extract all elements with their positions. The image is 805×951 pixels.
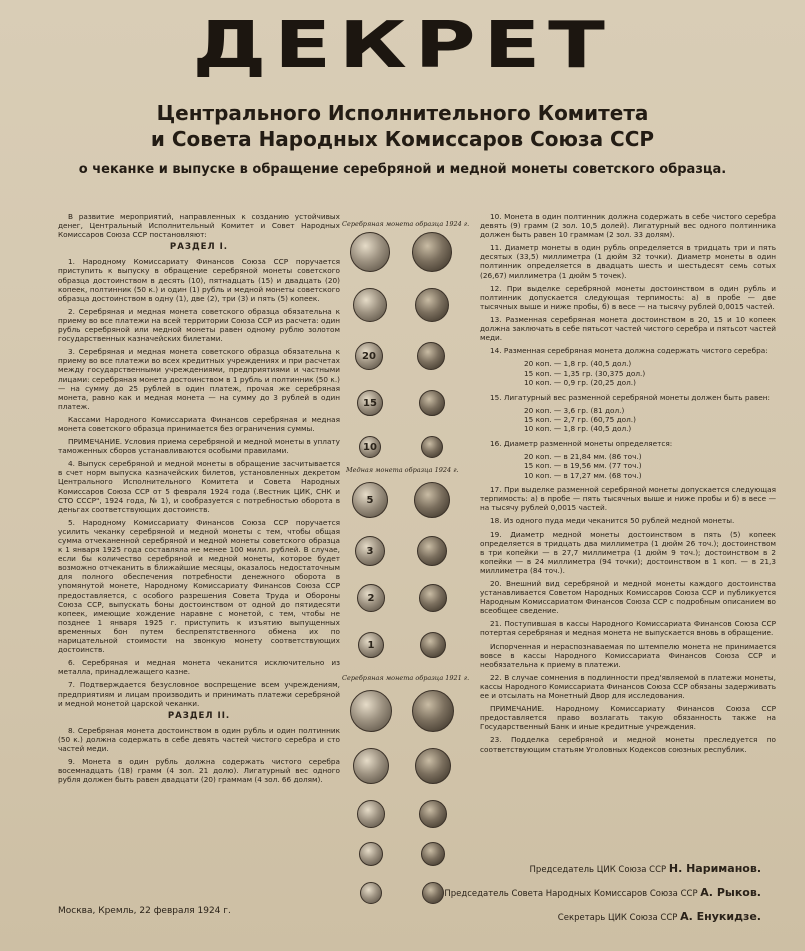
article-paragraph: 14. Разменная серебряная монета должна содержать чистого серебра:: [490, 346, 768, 356]
coin-1921-10-obverse-icon: [360, 882, 382, 904]
article-paragraph: 20. Внешний вид серебряной и медной монеты каждого достоинства устанавливается Советом Народных Комиссаров Союза ССР и публикуется Народным Комиссариатом Финансов Союза ССР с подробным описанием во всеобщее сведение.: [480, 579, 776, 616]
coin-1921-20-reverse-icon: [419, 800, 447, 828]
coin-10-reverse-icon: [421, 436, 443, 458]
signature-name: А. Енукидзе.: [680, 910, 761, 923]
coin-poltinnik-obverse-icon: [353, 288, 387, 322]
article-paragraph: 19. Диаметр медной монеты достоинством в пять (5) копеек определяется в тридцать два миллиметра (1 дюйм 26 точ.); достоинством в три копейки — в 27,7 миллиметра (1 дюйм 9 точ.); достоинством в 2 копейки — в 24 миллиметра (94 точки); достоинством в 1 коп. — в 21,3 миллиметра (84 точ.).: [480, 529, 776, 575]
coin-2k-reverse-icon: [419, 584, 447, 612]
article-paragraph: 10. Монета в один полтинник должна содержать в себе чистого серебра девять (9) грамм (2 зол. 10,5 долей). Лигатурный вес одного полтинника должен быть равен 10 граммам (2 зол. 33 долям).: [480, 212, 776, 240]
article-paragraph: 9. Монета в один рубль должна содержать чистого серебра восемнадцать (18) грамм (4 зол. 21 долю). Лигатурный вес одного рубля должен быть равен двадцати (20) граммам (4 зол. 66 долям).: [58, 757, 340, 785]
coin-1k-reverse-icon: [420, 632, 446, 658]
signature-secretary-cik: [558, 910, 761, 923]
signature-role: Секретарь ЦИК Союза ССР: [557, 913, 678, 923]
coin-15-reverse-icon: [419, 390, 445, 416]
coin-1921-ruble-reverse-icon: [412, 690, 454, 732]
article-paragraph: 16. Диаметр разменной монеты определяется:: [490, 438, 673, 448]
table-row: 15 коп. — 2,7 гр. (60,75 дол.): [524, 415, 636, 425]
decree-topic: о чеканке и выпуске в обращение серебряной и медной монеты советского образца.: [78, 162, 727, 177]
article-paragraph: 6. Серебряная и медная монета чеканится исключительно из металла, принадлежащего казне.: [58, 658, 340, 677]
table-row: 10 коп. — 0,9 гр. (20,25 дол.): [524, 378, 636, 388]
signature-role: Председатель ЦИК Союза ССР: [529, 865, 667, 875]
table-row: 15 коп. — 1,35 гр. (30,375 дол.): [524, 368, 646, 378]
poster-title: ДЕКРЕТ: [192, 9, 613, 83]
coin-1921-poltinnik-obverse-icon: [353, 748, 389, 784]
section-heading: РАЗДЕЛ I.: [169, 242, 229, 253]
table-row: 15 коп. — в 19,56 мм. (77 точ.): [524, 461, 642, 471]
article-paragraph: 23. Подделка серебряной и медной монеты преследуется по соответствующим статьям Уголовных Кодексов союзных республик.: [480, 735, 776, 754]
issuer-line-1: Центрального Исполнительного Комитета: [156, 101, 649, 125]
signature-name: Н. Нариманов.: [668, 862, 761, 875]
coin-label-silver-1921: Серебряная монета образца 1921 г.: [342, 674, 470, 682]
right-column: [480, 212, 776, 758]
article-paragraph: 15. Лигатурный вес разменной серебряной монеты должен быть равен:: [490, 392, 771, 402]
coin-1k-obverse-icon: 1: [358, 632, 384, 658]
coin-3k-obverse-icon: 3: [355, 536, 385, 566]
article-paragraph: 12. При выделке серебряной монеты достоинством в один рубль и полтинник допускается следующая терпимость: а) в пробе — две тысячных выше и ниже пробы, б) в весе — на тысячу рублей 0,0015 частей.: [480, 283, 776, 311]
signature-chairman-cik: [530, 862, 761, 875]
table-row: 20 коп. — 3,6 гр. (81 дол.): [524, 405, 625, 415]
section-heading: РАЗДЕЛ II.: [167, 710, 231, 721]
article-paragraph: 18. Из одного пуда меди чеканится 50 рублей медной монеты.: [490, 516, 735, 526]
table-row: 20 коп. — 1,8 гр. (40,5 дол.): [524, 359, 632, 369]
article-paragraph: 4. Выпуск серебряной и медной монеты в обращение засчитывается в счет норм выпуска казначейских билетов, установленных декретом Центрального Исполнительного Комитета и Совета Народных Комиссаров Союза ССР от 5 февраля 1924 года (.Вестник ЦИК, СНК и СТО СССР", 1924 года, № 1), и сообразуется с потребностью оборота в деньгах соответствующих достоинств.: [58, 459, 340, 514]
article-paragraph: Кассами Народного Комиссариата Финансов серебряная и медная монета советского образца принимается без ограничения суммы.: [58, 414, 340, 433]
coin-20-reverse-icon: [417, 342, 445, 370]
coin-ruble-reverse-icon: [412, 232, 452, 272]
coin-10-obverse-icon: 10: [359, 436, 381, 458]
signature-chairman-snk: [444, 886, 761, 899]
article-paragraph: 7. Подтверждается безусловное воспрещение всем учреждениям, предприятиям и лицам производить и принимать платежи серебряной и медной монетой царской чеканки.: [58, 680, 340, 708]
coin-3k-reverse-icon: [417, 536, 447, 566]
coin-1921-10-reverse-icon: [422, 882, 444, 904]
note-paragraph: ПРИМЕЧАНИЕ. Народному Комиссариату Финансов Союза ССР предоставляется право возлагать такую обязанность также на Государственный Банк и иные кредитные учреждения.: [480, 704, 776, 732]
table-row: 10 коп. — 1,8 гр. (40,5 дол.): [524, 424, 632, 434]
article-paragraph: 11. Диаметр монеты в один рубль определяется в тридцать три и пять десятых (33,5) миллиметра (1 дюйм 32 точки). Диаметр монеты в один полтинник определяется в двадцать шесть и шестьдесят семь сотых (26,67) миллиметра (1 дюйм 5 точек).: [480, 243, 776, 280]
article-paragraph: 1. Народному Комиссариату Финансов Союза ССР поручается приступить к выпуску в обращение серебряной монеты советского образца достоинством в десять (10), пятнадцать (15) и двадцать (20) копеек, полтинник (50 к.) и один (1) рубль и медной монеты советского образца достоинством в одну (1), две (2), три (3) и пять (5) копеек.: [58, 257, 340, 303]
coin-1921-20-obverse-icon: [357, 800, 385, 828]
article-paragraph: 17. При выделке разменной серебряной монеты допускается следующая терпимость: а) в пробе — пять тысячных выше и ниже пробы и б) в весе — на тысячу рублей 0,0015 частей.: [480, 485, 776, 513]
issuer-line-2: и Совета Народных Комиссаров Союза ССР: [150, 127, 655, 151]
article-paragraph: 5. Народному Комиссариату Финансов Союза ССР поручается усилить чеканку серебряной и медной монеты с тем, чтобы общая сумма отчеканенной серебряной и медной монеты советского образца к 1 января 1925 года составляла не менее 100 милл. рублей. В случае, если бы количество серебряной и медной монеты, которое будет возможно отчеканить в ближайшие месяцы, оказалось недостаточным для полного обеспечения потребности денежного оборота в упомянутой монете, Народному Комиссариату Финансов Союза ССР предоставляется, с особого разрешения Совета Труда и Обороны Союза ССР, выпускать боны достоинством от одной до пятидесяти копеек, имеющие хождение наравне с монетой, с тем, чтобы не позднее 1 января 1925 г. приступить к изъятию выпущенных временных бон путем беспрепятственного обмена их по нарицательной стоимости на звонкую монету соответствующих достоинств.: [58, 517, 340, 655]
left-column: [58, 212, 340, 788]
coin-1921-15-reverse-icon: [421, 842, 445, 866]
table-row: 10 коп. — в 17,27 мм. (68 точ.): [524, 470, 642, 480]
ligature-weight-table: [524, 406, 776, 434]
coin-1921-15-obverse-icon: [359, 842, 383, 866]
article-paragraph: 2. Серебряная и медная монета советского образца обязательна к приему во все платежи на всей территории Союза ССР из расчета: один рубль серебряной или медной монеты равен одному рублю золотом государственных казначейских билетами.: [58, 306, 340, 344]
article-paragraph: 13. Разменная серебряная монета достоинством в 20, 15 и 10 копеек должна заключать в себе пятьсот частей чистого серебра и пятьсот частей меди.: [480, 314, 776, 343]
intro-paragraph: В развитие мероприятий, направленных к созданию устойчивых денег, Центральный Исполнительный Комитет и Совет Народных Комиссаров Союза ССР постановляют:: [58, 212, 340, 240]
article-paragraph: Испорченная и нераспознаваемая по штемпелю монета не принимается вовсе в кассы Народного Комиссариата Финансов Союза ССР и необязательна к приему в платежи.: [480, 641, 776, 669]
coin-15-obverse-icon: 15: [357, 390, 383, 416]
article-paragraph: 22. В случае сомнения в подлинности пред'являемой в платежи монеты, кассы Народного Комиссариата Финансов Союза ССР обязаны задерживать ее и отсылать на Монетный Двор для исследования.: [480, 672, 776, 701]
coin-label-copper-1924: Медная монета образца 1924 г.: [346, 466, 459, 474]
dateline: Москва, Кремль, 22 февраля 1924 г.: [58, 906, 231, 916]
article-paragraph: 21. Поступившая в кассы Народного Комиссариата Финансов Союза ССР потертая серебряная и медная монета не выпускается вновь в обращение.: [480, 619, 776, 638]
coin-ruble-obverse-icon: [350, 232, 390, 272]
coin-5k-reverse-icon: [414, 482, 450, 518]
coin-20-obverse-icon: 20: [355, 342, 383, 370]
signature-name: А. Рыков.: [700, 886, 761, 899]
silver-content-table: [524, 359, 776, 387]
coin-5k-obverse-icon: 5: [352, 482, 388, 518]
signature-role: Председатель Совета Народных Комиссаров Союза ССР: [444, 889, 698, 899]
coin-1921-poltinnik-reverse-icon: [415, 748, 451, 784]
coin-poltinnik-reverse-icon: [415, 288, 449, 322]
coin-label-silver-1924: Серебряная монета образца 1924 г.: [342, 220, 470, 228]
article-paragraph: 3. Серебряная и медная монета советского образца обязательна к приему во все платежи во всех кредитных учреждениях и при расчетах между государственными учреждениями, предприятиями и частными лицами: серебряная монета достоинством в 1 рубль и полтинник (50 к.) — на сумму до 25 рублей в один платеж, прочая же серебряная монета, равно как и медная монета — на сумму до 3 рублей в один платеж.: [58, 347, 340, 411]
coin-1921-ruble-obverse-icon: [350, 690, 392, 732]
poster-header: [0, 6, 805, 177]
table-row: 20 коп. — в 21,84 мм. (86 точ.): [524, 451, 642, 461]
coin-2k-obverse-icon: 2: [357, 584, 385, 612]
coin-illustrations: [344, 218, 476, 918]
note-paragraph: ПРИМЕЧАНИЕ. Условия приема серебряной и медной монеты в уплату таможенных сборов устанавливаются особыми правилами.: [58, 437, 340, 456]
diameter-table: [524, 452, 776, 480]
article-paragraph: 8. Серебряная монета достоинством в один рубль и один полтинник (50 к.) должна содержать в себе девять частей чистого серебра и сто частей меди.: [58, 725, 340, 753]
